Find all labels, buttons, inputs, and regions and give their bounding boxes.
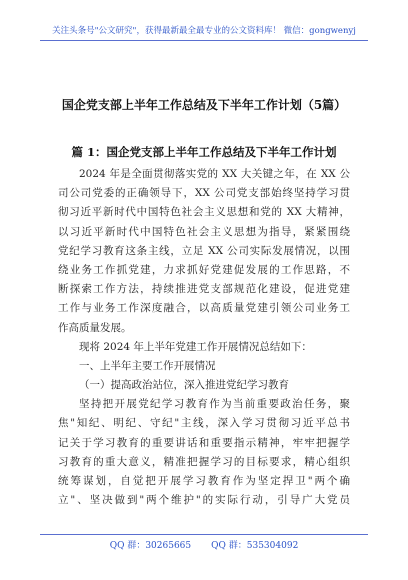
paragraph-line: 作高质量发展。 [58,321,132,334]
paragraph-line: 党纪学习教育这条主线，立足 XX 公司实际发展情况，以围 [58,244,350,257]
paragraph-line: 2024 年是全面贯彻落实党的 XX 大关键之年，在 XX 公 [79,168,350,180]
section-title: 篇 1：国企党支部上半年工作总结及下半年工作计划 [71,145,337,159]
document-title: 国企党支部上半年工作总结及下半年工作计划（5篇） [61,98,347,112]
paragraph-line: 现将 2024 年上半年党建工作开展情况总结如下： [79,340,312,353]
paragraph-line: 彻习近平新时代中国特色社会主义思想和党的 XX 大精神， [58,206,350,219]
footer-qq-group-2: QQ 群：535304092 [211,541,299,551]
paragraph-line: 司公司党委的正确领导下，XX 公司党支部始终坚持学习贯 [58,187,350,200]
paragraph-line: 立"、坚决做到"两个维护"的实际行动，引导广大党员 [58,494,350,507]
header-promo-text: 关注头条号"公文研究"，获得最新最全最专业的公文资料库！ 微信：gongwenyj [52,26,356,36]
footer-contact [0,538,408,551]
body-text [58,165,350,510]
paragraph-line: 焦"知纪、明纪、守纪"主线，深入学习贯彻习近平总书 [58,417,350,430]
paragraph-line: 工作与业务工作深度融合，以高质量党建引领公司业务工 [58,302,350,315]
paragraph-line: 断探索工作方法，持续推进党支部规范化建设，促进党建 [58,283,350,296]
footer-qq-group-1: QQ 群：30265665 [109,541,192,551]
paragraph-line: 习教育的重大意义，精准把握学习的目标要求，精心组织 [58,455,350,468]
header-divider [40,40,368,41]
paragraph-line: 以习近平新时代中国特色社会主义思想为指导，紧紧围绕 [58,225,350,238]
paragraph-line: 统筹谋划，自觉把开展学习教育作为坚定捍卫"两个确 [58,475,350,487]
paragraph-line: 绕业务工作抓党建，力求抓好党建促发展的工作思路，不 [58,263,350,276]
heading-level-2: （一）提高政治站位，深入推进党纪学习教育 [79,379,289,392]
paragraph-line: 坚持把开展党纪学习教育作为当前重要政治任务，聚 [79,398,350,411]
footer-divider [40,534,368,535]
paragraph-line: 记关于学习教育的重要讲话和重要指示精神，牢牢把握学 [58,436,350,449]
heading-level-1: 一、上半年主要工作开展情况 [79,359,216,372]
